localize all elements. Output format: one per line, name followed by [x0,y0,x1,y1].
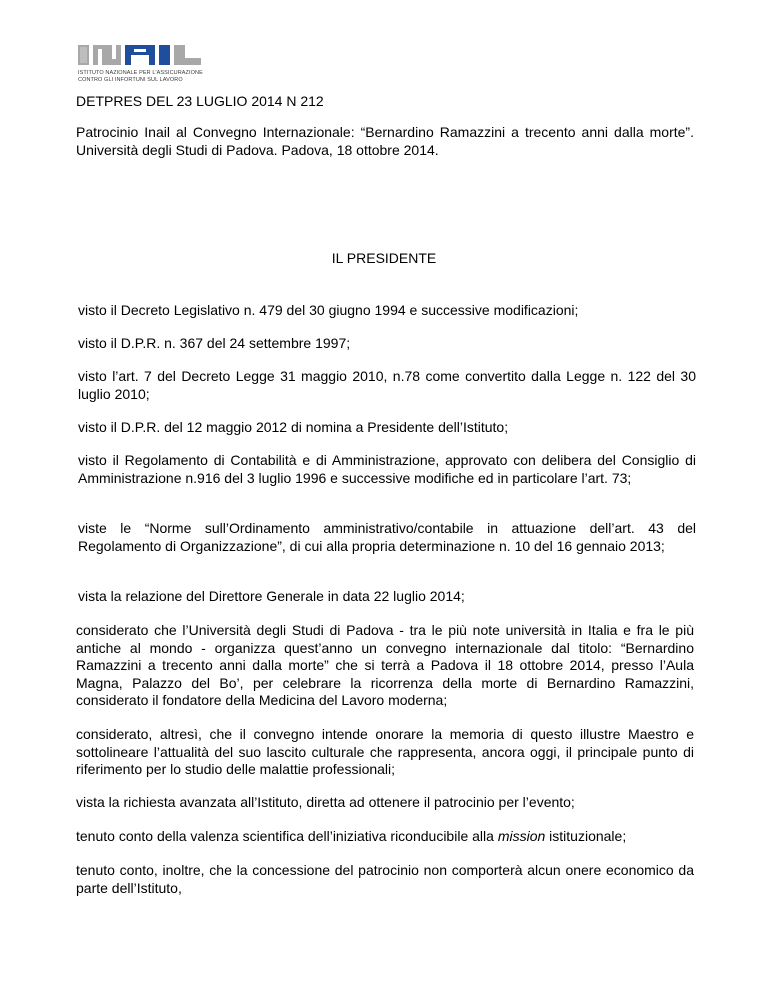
logo-line-2: CONTRO GLI INFORTUNI SUL LAVORO [78,77,183,83]
inail-logo [78,44,228,94]
visto-paragraph-4: visto il D.P.R. del 12 maggio 2012 di nomina a Presidente dell’Istituto; [78,419,509,435]
document-subject: Patrocinio Inail al Convegno Internazionale: “Bernardino Ramazzini a trecento anni dalla morte”. Università degli Studi di Padova. Padova, 18 ottobre 2014. [76,124,694,158]
vista-richiesta-paragraph: vista la richiesta avanzata all’Istituto, diretta ad ottenere il patrocinio per l’evento; [76,794,575,810]
considerato-paragraph-1: considerato che l’Università degli Studi di Padova - tra le più note università in Italia e fra le più antiche al mondo - organizza quest’anno un convegno internazionale dal titolo: “Bernardino Ramazzini a trecento anni dalla morte” che si terrà a Padova il 18 ottobre 2014, presso l’Aula Magna, Palazzo del Bo’, per celebrare la ricorrenza della morte di Bernardino Ramazzini, considerato il fondatore della Medicina del Lavoro moderna; [76,622,694,708]
visto-paragraph-2: visto il D.P.R. n. 367 del 24 settembre 1997; [78,335,351,351]
logo-line-1: ISTITUTO NAZIONALE PER L'ASSICURAZIONE [78,70,203,76]
mission-text-before: tenuto conto della valenza scientifica dell’iniziativa riconducibile alla [76,828,498,844]
tenuto-conto-paragraph-2: tenuto conto, inoltre, che la concessione del patrocinio non comporterà alcun onere economico da parte dell’Istituto, [76,862,694,896]
considerato-paragraph-2: considerato, altresì, che il convegno intende onorare la memoria di questo illustre Maestro e sottolineare l’attualità del suo lascito culturale che rappresenta, ancora oggi, il principale punto di riferimento per lo studio delle malattie professionali; [76,726,694,777]
mission-italic: mission [497,828,546,844]
visto-paragraph-3: visto l’art. 7 del Decreto Legge 31 maggio 2010, n.78 come convertito dalla Legge n. 122 del 30 luglio 2010; [78,368,696,402]
inail-logo-mark [78,44,228,66]
president-heading: IL PRESIDENTE [331,250,437,266]
tenuto-conto-paragraph-1 [76,828,694,846]
visto-paragraph-7: vista la relazione del Direttore Generale in data 22 luglio 2014; [78,588,465,604]
visto-paragraph-6: viste le “Norme sull’Ordinamento amministrativo/contabile in attuazione dell’art. 43 del Regolamento di Organizzazione”, di cui alla propria determinazione n. 10 del 16 gennaio 2013; [78,520,696,554]
mission-text-after: istituzionale; [545,828,627,844]
document-header: DETPRES DEL 23 LUGLIO 2014 N 212 [76,93,324,109]
visto-paragraph-5: visto il Regolamento di Contabilità e di Amministrazione, approvato con delibera del Consiglio di Amministrazione n.916 del 3 luglio 1996 e successive modifiche ed in particolare l’art. 73; [78,452,696,486]
visto-paragraph-1: visto il Decreto Legislativo n. 479 del 30 giugno 1994 e successive modificazioni; [78,302,579,318]
